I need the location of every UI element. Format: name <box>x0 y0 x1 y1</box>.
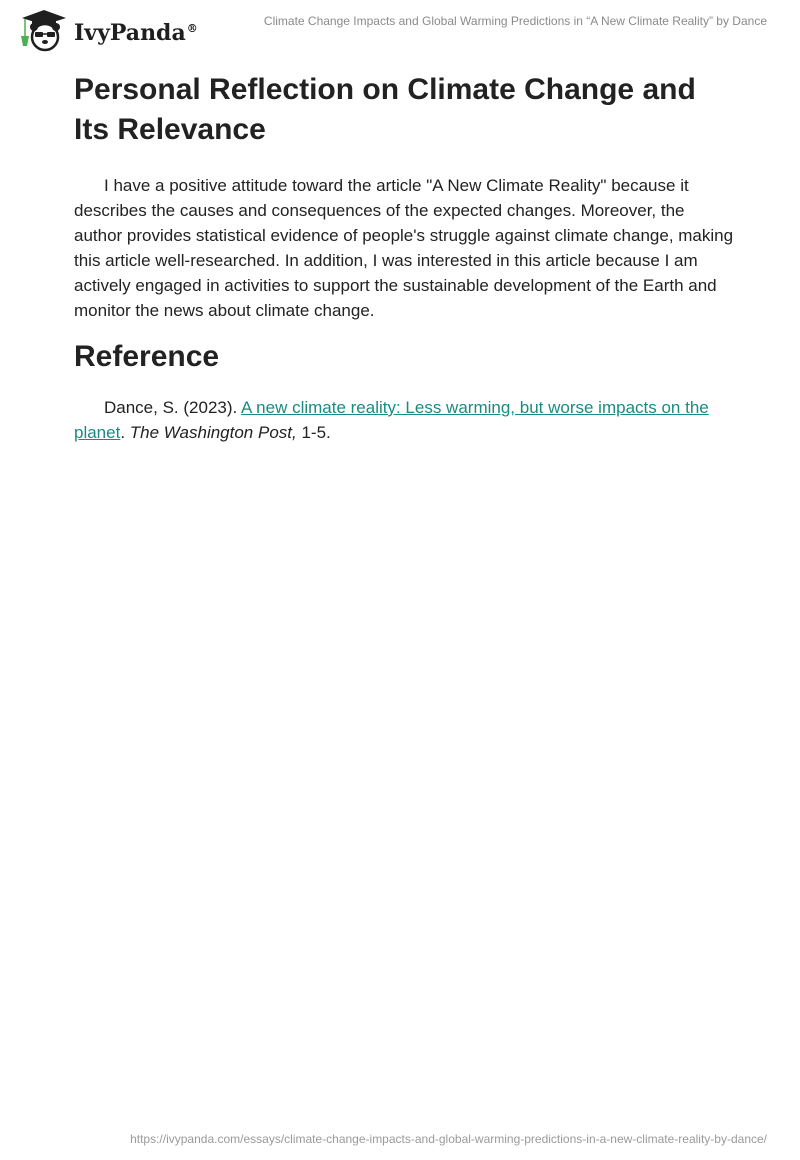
essay-content <box>74 70 734 445</box>
reference-prefix: Dance, S. (2023). <box>104 398 242 417</box>
ivypanda-logo[interactable] <box>16 8 198 52</box>
panda-graduate-icon <box>16 8 68 52</box>
page-header <box>0 0 800 60</box>
reflection-paragraph: I have a positive attitude toward the article "A New Climate Reality" because it describes the causes and consequences of the expected changes. Moreover, the author provides statistical evidence of people's struggle against climate change, making this article well-researched. In addition, I was interested in this article because I am actively engaged in activities to support the sustainable development of the Earth and monitor the news about climate change. <box>74 176 734 320</box>
section-heading-reference: Reference <box>74 340 220 373</box>
footer-url[interactable]: https://ivypanda.com/essays/climate-change-impacts-and-global-warming-predictions-in-a-new-climate-reality-by-dance/ <box>130 1132 767 1146</box>
reference-after-link: . <box>120 423 130 442</box>
reference-suffix: 1-5. <box>296 423 331 442</box>
document-title: Climate Change Impacts and Global Warming Predictions in “A New Climate Reality” by Dance <box>263 14 767 28</box>
logo-text: IvyPanda® <box>74 20 198 46</box>
reference-entry <box>74 395 734 445</box>
reference-link[interactable]: A new climate reality: Less warming, but worse impacts on the planet <box>74 398 709 442</box>
reference-journal: The Washington Post, <box>129 423 297 442</box>
section-heading-reflection: Personal Reflection on Climate Change and Its Relevance <box>74 73 696 146</box>
